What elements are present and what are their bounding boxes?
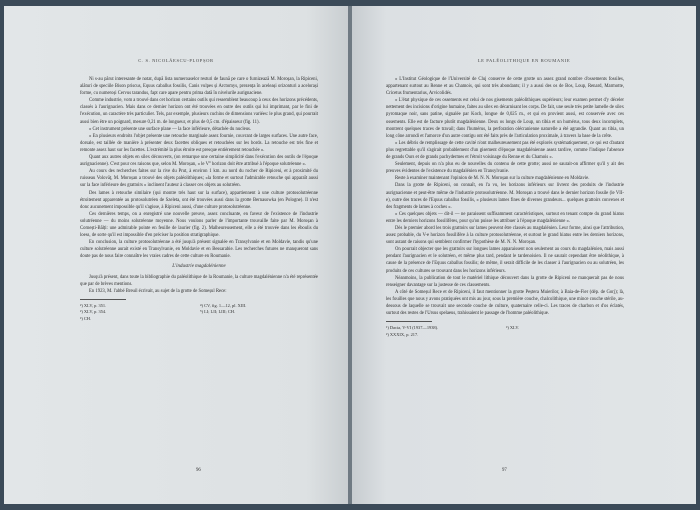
footnote-divider <box>80 299 126 300</box>
running-head: LE PALÉOLITHIQUE EN ROUMANIE <box>477 58 571 63</box>
paragraph: En 1923, M. l'abbé Breuil écrivait, au sujet de la grotte de Someșul Rece: <box>89 288 227 294</box>
paragraph: « L'état physique de ces ossements est celui de nos gisements paléolithiques supérieurs; leur examen permet d'y déceler nettement des incisions d'origine humaine, faites au silex en décarnisant les corps. De fait, une seule très petite lamelle de silex pyromaque noir, sans patine, signalée par Koch, longue de 0,025 m., et qui en provient aussi, est conservée avec ces ossements. Elle est de facture plutôt magdalénienne. Deux os longs de Loup, un tibia et un humérus, tous deux incomplets, montrent quelques traces de travail; dans l'humérus, la perforation olécranienne naturelle a été agrandie. Quant au tibia, un long cône arrondi et l'amorce d'un autre contigu ont été faits près de l'articulation proximale, à travers la base de la crête. <box>386 98 624 139</box>
paragraph: « Ces quelques objets — dit-il — ne paraissent suffisamment caractéristiques, surtout en tenant compte du grand hiatus entre les derniers horizons fossilifères, pour qu'on puisse les attribuer à l'époque magdalénienne ». <box>386 211 624 224</box>
footnote: ²) XLV, p. 354. <box>80 309 107 315</box>
footnote-column <box>506 325 616 338</box>
paragraph: « En plusieurs endroits l'objet présente une retouche marginale assez fournie, couvrant de larges surfaces. Une autre face, dorsale, est taillée de manière à présenter deux facettes obliques et retouchées sur les bords. La retouche est très fine et remonte assez haut sur les facettes. L'extrémité la plus étroite est presque entièrement retouchée ». <box>80 133 318 153</box>
paragraph: « L'Institut Géologique de l'Université de Cluj conserve de cette grotte un assez grand nombre d'ossements fossiles, appartenant surtout au Renne et au Chamois, qui sont très abondants; il y a aussi des os de Bos, Loup, Renard, Marmotte, Cricetus frumentarius, Arvicolidés. <box>386 77 624 97</box>
footnote: ²) XXXIX, p. 217. <box>386 331 419 337</box>
paragraph: Des lames à retouche similaire (qui montre très haut sur la surface), appartiennent à une culture protosolutréenne étroitement apparentée au protosolutréen de Szeleta, ont été trouvées aussi dans la grotte Bernasowka (en Pologne). Il n'est donc aucunement impossible qu'il s'agisse, à Ripiceni aussi, d'une culture protosolutréenne. <box>80 190 318 210</box>
paragraph: On pourrait objecter que les grattoirs sur longues lames apparaissent non seulement au cours du magdalénien, mais aussi pendant l'aurignacien et le solutréen, et même plus tard, pendant le tardenoisien. Il ne saurait cependant être néolithique, à cause de la présence de l'Equus caballus fossilis; de même, il serait difficile de les classer à l'aurignacien ou au solutréen, les produits de ces cultures se trouvant dans les horizons inférieurs. <box>386 247 624 274</box>
footnote: ⁴) CV, fig. 1—12, pl. XIII. <box>200 302 247 308</box>
left-page <box>4 6 348 504</box>
footnote-column <box>386 325 496 338</box>
right-page <box>352 6 696 504</box>
footnotes <box>80 303 318 323</box>
paragraph: « Cet instrument présente une surface plane — la face inférieure, détachée du nucleus. <box>89 126 252 132</box>
page-number: 96 <box>196 468 201 473</box>
page-body <box>386 76 624 338</box>
paragraph: Dans la grotte de Ripiceni, on connaît, en l'a vu, les horizons inférieurs sur livrent des produits de l'industrie aurignacienne et peut-être même de l'industrie protosolutréenne. M. Moroșan a trouvé dans le dernier horizon fossile (le VII-e), outre des traces de l'Equus caballus fossilis, « plusieurs lames fines de diverses grandeurs... quelques grattoirs convexes et des fragments de lames à coches ». <box>386 183 624 210</box>
book-spread <box>4 6 696 504</box>
page-number: 97 <box>502 468 507 473</box>
paragraph: Seulement, depuis on n'a plus eu de nouvelles du contenu de cette grotte; aussi ne saurait-on affirmer qu'il y ait des preuves évidentes de l'existence du magdalénien en Transylvanie. <box>386 162 624 175</box>
paragraph: En conclusion, la culture protosolutréenne a été jusqu'à présent signalée en Transylvanie et en Moldavie, tandis qu'une culture solutréenne aurait existé en Transylvanie, en Moldavie et en Bessarabie. Les recherches futures ne manqueront sans doute pas de nous faire connaître les vraies cadres de cette culture en Roumanie. <box>80 240 318 260</box>
running-head: C. S. NICOLĂESCU-PLOPȘOR <box>138 58 214 63</box>
footnote: ²) XLV, p. 351. <box>80 302 107 308</box>
paragraph: Au cours des recherches faites sur la rive du Prut, à environ 1 km. au nord du rocher de Ripiceni, et à proximité du ruisseau Volovăț, M. Moroșan a trouvé des objets paléolithiques; «la forme et surtout l'admirable retouche qui apparaît aussi sur la face inférieure des grattoirs » inclinent l'auteur à classer ces objets au solutréen. <box>80 169 318 189</box>
paragraph: Ni s-au părut interesante de notat, după lista numeroaselor resturi de faună pe care o furnizează M. Moroșan, la Ripiceni, alături de speciile Bison priscus, Equus caballus fossilis, Canis vulpes și Arctomys, prezența în aceleași orizonturi a acelorași forme, cu numeroși Cervus tarandus, fapt care apare pentru prima dată în nivelurile aurignaciene. <box>80 77 318 97</box>
footnote: ¹) Dacia, V-VI (1937—1938). <box>386 325 439 331</box>
footnote: ⁵) LI; LII; LIII; CH. <box>200 309 236 315</box>
footnote: ³) XLV. <box>506 325 520 331</box>
footnotes <box>386 325 624 338</box>
paragraph: « Les débris de remplissage de cette cavité n'ont malheureusement pas été explorés systématiquement, ce qui est d'autant plus regrettable qu'il s'agirait probablement d'un gisement d'époque magdalénienne assez tardive, comme l'indique l'absence de grands Ours et de grands pachydermes et l'étroit voisinage du Renne et du Chamois ». <box>386 140 624 161</box>
paragraph: Quant aux autres objets en silex découverts, (on remarque une certaine simplicité dans l'exécution des outils de l'époque aurignacienne). C'est pour ces raisons que, selon M. Moroșan, « le V° horizon doit être attribué à l'époque solutréenne ». <box>80 155 318 168</box>
paragraph: Jusqu'à présent, dans toute la bibliographie du paléolithique de la Roumanie, la culture magdalénienne n'a été représentée que par de brèves mentions. <box>80 274 318 287</box>
footnote-column <box>200 303 310 323</box>
footnote: ³) CH. <box>80 316 92 321</box>
paragraph: Comme industrie, vom a trouvé dans cet horizon certains outils qui ressemblent beaucoup à ceux des horizons précédents, classés à l'aurignacien. Mais dans ce dernier horizon ont été trouvées en outre des outils qui lui imprimant, par le fini de l'exécution, un caractère très particulier. Tels, par exemple, plusieurs cuchins de dimensions variées: le plus grand, qui pourrait aussi bien être un poignard, mesure 0,21 m. de longueur, et plus de 0,5 cm. d'épaisseur (fig. 11). <box>80 98 318 125</box>
paragraph: Ces dernières temps, on a enregistré une nouvelle preuve, assez concluante, en faveur de l'existence de l'industrie solutréenne — du moins solutréenne moyenne. Nous voulons parler de l'importante trouvaille faite par M. Moroșan à Cornești-Bălți: une admirable pointe en feuille de laurier (fig. 2). Malheureusement, elle a été trouvée dans les éboulis du loess, de sorte qu'il est impossible d'en préciser la position stratigraphique. <box>80 211 318 239</box>
page-body <box>80 76 318 323</box>
paragraph: A côté de Someșul Rece et de Ripiceni, il faut mentionner la grotte Peștera Muierilor, à Baia-de-Fier (dép. de Gorj); là, les fouilles que nous y avons pratiquées ont mis au jour, sous la première couche, chalcolithique, une mince couche stérile, au-dessous de laquelle se trouvait une seconde couche de culture, quaternaire celle-ci. Les traces de charbon et d'os éclatés, surtout des restes de l'Ursus spelaeus, trahissaient le passage de l'homme paléolithique. <box>386 289 624 317</box>
footnote-divider <box>386 321 432 322</box>
paragraph: Dès le premier abord les trois grattoirs sur lames peuvent être classés au magdalénien. Leur forme, ainsi que l'attribution, assez probable, du V-e horizon fossilifère à la culture protosolutréenne, et surtout le grand hiatus entre les derniers horizons, sont autant de raisons qui semblent confirmer l'hypothèse de M. N. N. Moroșan. <box>386 225 624 246</box>
paragraph: Néanmoins, la publication de tout le matériel lithique découvert dans la grotte de Ripiceni ne manquerait pas de nous renseigner davantage sur la justesse de ces classements. <box>386 275 624 288</box>
section-heading: L'industrie magdalénienne <box>172 264 226 270</box>
footnote-column <box>80 303 190 323</box>
paragraph: Reste à examiner maintenant l'opinion de M. N. N. Moroșan sur la culture magdalénienne en Moldavie. <box>395 176 590 182</box>
